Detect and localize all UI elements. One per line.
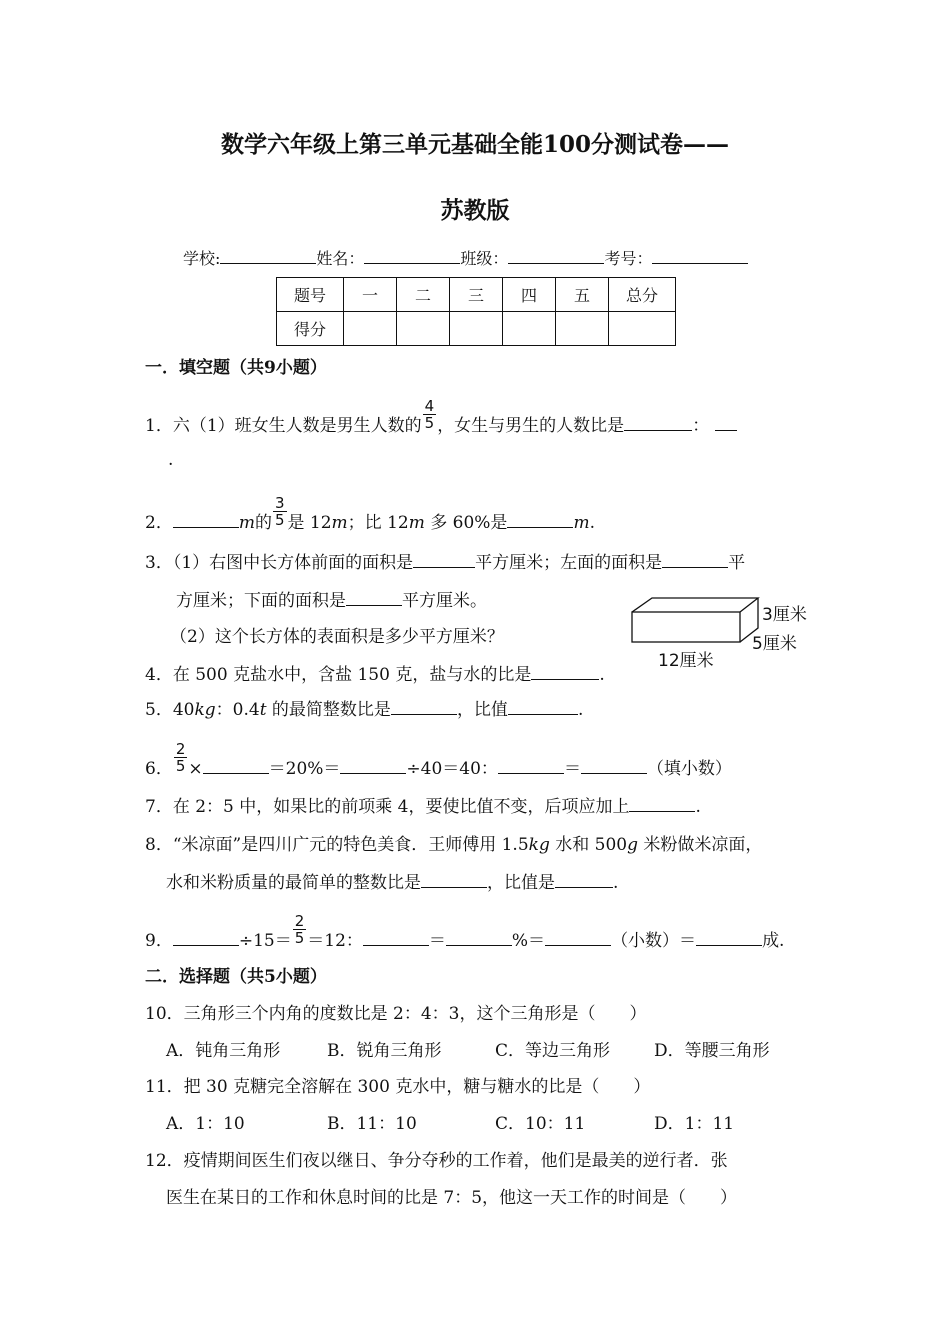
question-12-line2: 医生在某日的工作和休息时间的比是 7：5，他这一天工作的时间是（ ） (166, 1188, 738, 1208)
question-3-line3: （2）这个长方体的表面积是多少平方厘米？ (170, 627, 504, 647)
question-8-line1 (145, 830, 762, 855)
doc-title-line1: 数学六年级上第三单元基础全能100分测试卷—— (220, 131, 729, 158)
class-label: 班级： (460, 249, 509, 268)
q3-blank-1[interactable] (413, 549, 475, 568)
q6-text-2: ÷40＝40： (406, 759, 498, 779)
q11-option-b[interactable]: B．11：10 (327, 1114, 417, 1134)
q1-text-2: ，女生与男生的人数比是 (437, 416, 625, 436)
q3-blank-2[interactable] (662, 549, 728, 568)
q1-colon: ： (692, 416, 710, 436)
q2-text-3: ；比 12 (347, 513, 409, 533)
q3-text-2: 平方厘米；左面的面积是 (475, 553, 663, 573)
q5-text-4: ，比值 (456, 700, 508, 720)
fraction-denominator: 5 (424, 414, 435, 432)
class-field[interactable] (508, 246, 604, 264)
q7-text: 7．在 2：5 中，如果比的前项乘 4，要使比值不变，后项应加上 (145, 797, 630, 817)
question-10-stem: 10．三角形三个内角的度数比是 2：4：3，这个三角形是（ ） (145, 1004, 647, 1024)
q9-blank-3[interactable] (446, 927, 512, 946)
score-cell[interactable] (397, 312, 450, 346)
q1-blank-2[interactable] (715, 412, 737, 431)
unit-m: m (573, 513, 590, 533)
q5-text-2: ：0.4 (215, 700, 260, 720)
question-8-line2 (166, 868, 618, 893)
cuboid-front-face (632, 612, 740, 642)
q9-fraction (293, 913, 307, 946)
q9-blank-2[interactable] (363, 927, 429, 946)
score-cell[interactable] (344, 312, 397, 346)
question-9 (145, 912, 785, 958)
q2-period: . (589, 513, 595, 533)
q1-text: 1．六（1）班女生人数是男生人数的 (145, 416, 422, 436)
score-table-header-row (277, 278, 676, 312)
q2-text-4: 多 60%是 (424, 513, 508, 533)
doc-title-line2: 苏教版 (440, 197, 510, 224)
q8-blank-2[interactable] (555, 869, 613, 888)
q1-blank-1[interactable] (624, 412, 692, 431)
school-label: 学校: (183, 249, 221, 268)
q3-blank-3[interactable] (346, 587, 402, 606)
q9-text-2: ＝12： (307, 931, 363, 951)
question-1 (145, 397, 737, 443)
q10-option-c[interactable]: C．等边三角形 (495, 1041, 611, 1061)
q4-text: 4．在 500 克盐水中，含盐 150 克，盐与水的比是 (145, 665, 532, 685)
q1-fraction (423, 398, 437, 431)
info-line (183, 246, 748, 269)
score-cell[interactable] (450, 312, 503, 346)
fraction-denominator: 5 (175, 757, 186, 775)
header-cell: 五 (556, 278, 609, 312)
header-cell: 四 (503, 278, 556, 312)
q3-text-3: 平 (728, 553, 746, 573)
unit-m: m (331, 513, 348, 533)
q3-text-5: 平方厘米。 (402, 591, 487, 611)
q8-text: 8．“米凉面”是四川广元的特色美食．王师傅用 1.5 (145, 835, 529, 855)
q8-text-4: 水和米粉质量的最简单的整数比是 (166, 873, 421, 893)
q6-blank-1[interactable] (203, 755, 269, 774)
fraction-denominator: 5 (274, 511, 285, 529)
q8-text-2: 水和 500 (549, 835, 628, 855)
name-field[interactable] (364, 246, 460, 264)
q9-num: 9． (145, 931, 173, 951)
q7-period: . (695, 797, 701, 817)
unit-t: t (259, 700, 267, 720)
q10-option-b[interactable]: B．锐角三角形 (327, 1041, 442, 1061)
q10-option-a[interactable]: A．钝角三角形 (166, 1041, 281, 1061)
fraction-denominator: 5 (294, 929, 305, 947)
section2-heading: 二．选择题（共5小题） (145, 967, 327, 987)
unit-kg: kg (194, 700, 216, 720)
q6-blank-2[interactable] (340, 755, 406, 774)
question-2 (145, 494, 595, 540)
section1-heading: 一．填空题（共9小题） (145, 358, 327, 378)
q2-text: 的 (254, 513, 272, 533)
q6-hint: （填小数） (646, 759, 732, 779)
score-table (276, 277, 676, 346)
width-label: 5厘米 (752, 634, 797, 654)
fraction-numerator: 2 (175, 740, 186, 758)
school-field[interactable] (220, 246, 316, 264)
unit-kg: kg (528, 835, 550, 855)
q2-blank-1[interactable] (173, 509, 239, 528)
score-cell[interactable] (503, 312, 556, 346)
q9-text-3: （小数）＝ (611, 931, 697, 951)
q8-blank-1[interactable] (421, 869, 487, 888)
q6-equals: ＝ (563, 759, 581, 779)
q2-num: 2． (145, 513, 173, 533)
row-label-cell: 得分 (277, 312, 344, 346)
q2-text-2: 是 12 (287, 513, 332, 533)
exam-no-field[interactable] (652, 246, 748, 264)
q3-text: 3．（1）右图中长方体前面的面积是 (145, 553, 414, 573)
q9-equals: ＝ (428, 931, 446, 951)
header-cell: 三 (450, 278, 503, 312)
exam-no-label: 考号： (604, 249, 653, 268)
q9-text: ÷15＝ (238, 931, 292, 951)
question-5 (145, 695, 583, 720)
q5-blank-1[interactable] (391, 696, 457, 715)
q5-period: . (577, 700, 584, 720)
q11-option-a[interactable]: A．1：10 (166, 1114, 245, 1134)
question-11-stem: 11．把 30 克糖完全溶解在 300 克水中，糖与糖水的比是（ ） (145, 1077, 651, 1097)
q9-percent: %＝ (511, 931, 546, 951)
q6-num: 6． (145, 759, 173, 779)
unit-m: m (408, 513, 425, 533)
unit-m: m (238, 513, 255, 533)
fraction-numerator: 4 (424, 397, 435, 415)
header-cell: 二 (397, 278, 450, 312)
question-3-line2 (176, 586, 487, 611)
q6-fraction (174, 741, 188, 774)
q4-period: . (599, 665, 605, 685)
q9-blank-4[interactable] (545, 927, 611, 946)
q6-blank-3[interactable] (498, 755, 564, 774)
q6-text: ＝20%＝ (268, 759, 341, 779)
score-cell[interactable] (609, 312, 676, 346)
q11-option-c[interactable]: C．10：11 (495, 1114, 586, 1134)
q8-text-5: ，比值是 (487, 873, 555, 893)
q11-option-d[interactable]: D．1：11 (654, 1114, 735, 1134)
q6-blank-4[interactable] (581, 755, 647, 774)
name-label: 姓名： (316, 249, 365, 268)
q8-period: . (613, 873, 619, 893)
q10-option-d[interactable]: D．等腰三角形 (654, 1041, 770, 1061)
header-cell: 总分 (609, 278, 676, 312)
q5-blank-2[interactable] (508, 696, 578, 715)
q4-blank[interactable] (531, 661, 599, 680)
q2-blank-2[interactable] (507, 509, 573, 528)
q9-blank-1[interactable] (173, 927, 239, 946)
fraction-numerator: 2 (294, 912, 305, 930)
q3-text-4: 方厘米；下面的面积是 (176, 591, 346, 611)
q2-fraction (273, 495, 287, 528)
question-4 (145, 660, 605, 685)
question-7 (145, 792, 701, 817)
question-6 (145, 740, 732, 786)
fraction-numerator: 3 (274, 494, 285, 512)
cuboid-top-face (632, 598, 758, 612)
q5-text: 5．40 (145, 700, 195, 720)
height-label: 3厘米 (762, 605, 807, 625)
q8-text-3: 米粉做米凉面， (637, 835, 763, 855)
length-label: 12厘米 (658, 651, 714, 671)
q5-text-3: 的最简整数比是 (266, 700, 391, 720)
q9-blank-5[interactable] (696, 927, 762, 946)
header-cell: 题号 (277, 278, 344, 312)
question-12-line1: 12．疫情期间医生们夜以继日、争分夺秒的工作着，他们是最美的逆行者．张 (145, 1151, 728, 1171)
score-cell[interactable] (556, 312, 609, 346)
score-table-score-row (277, 312, 676, 346)
unit-g: g (627, 835, 638, 855)
q6-times: × (188, 759, 203, 779)
question-3-line1 (145, 548, 745, 573)
q1-period: . (168, 450, 174, 470)
q7-blank[interactable] (629, 793, 695, 812)
header-cell: 一 (344, 278, 397, 312)
q9-text-4: 成. (762, 931, 785, 951)
